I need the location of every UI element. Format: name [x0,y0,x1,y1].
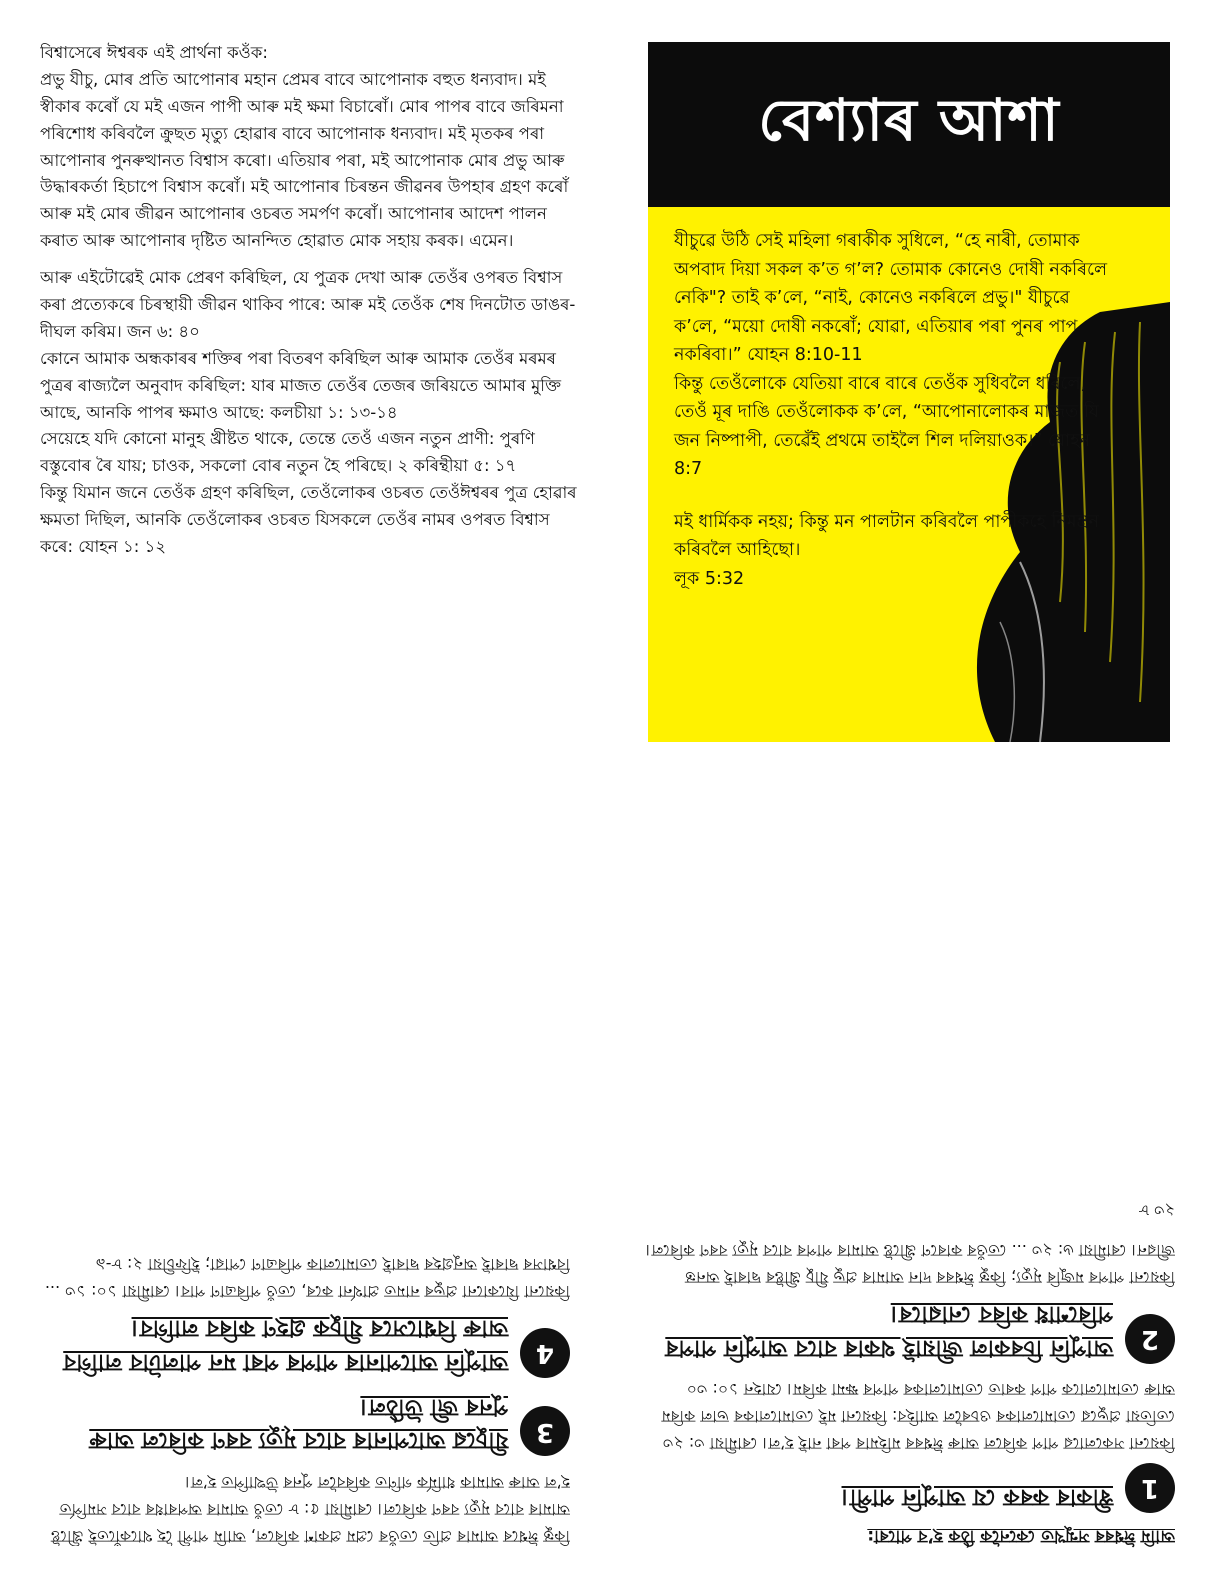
scripture-ref: সেয়েহে যদি কোনো মানুহ খ্ৰীষ্টত থাকে, তেন্তে তেওঁ এজন নতুন প্ৰাণী: পুৰণি বস্তুবোৰ ৰৈ যায়; চাওক, সকলো বোৰ নতুন হৈ পৰিছে। ২ কৰিন্থীয়া ৫: ১৭ [40,429,535,476]
cover-passages [674,227,1114,617]
page-number: ২৩ ৮ [1138,1201,1175,1221]
step-3 [40,1468,570,1550]
cover-passage [674,508,1114,594]
step-2-title: আপুনি চিৰকাল জীয়াই থকাৰ বাবে আপুনি পাপৰ পৰিশোধ কৰিব নোৱাৰে। [665,1301,1113,1361]
step-1-title: স্বীকাৰ কৰক যে আপুনি পাপী। [841,1484,1113,1511]
step-1-body: কিয়নো সকলোৱে পাপ কৰিলে আৰু ঈশ্বৰৰ মহিমাৰ পৰা নাই হ’ল। ৰোমীয়া ৩: ২৩ তেতিয়া প্ৰভুৱে তোমালোকৰ ওচৰলৈ আহিব: কিয়নো মই তোমালোকৰ ভাল কৰিম আৰু তোমালোকে পাপ কৰাত তোমালোকৰ পাপৰ ক্ষমা কৰিম। যোহন ১০: ৩০ [661,1379,1175,1454]
step-4-body: কিয়নো যিকোনো প্ৰভুৰ নামত প্ৰাৰ্থনা কৰে, তেওঁ পৰিত্ৰাণ পাব। ৰোমীয়া ১০: ১৩ ... বিশ্বাসৰ দ্বাৰাই অনুগ্ৰহৰ দ্বাৰাই তোমালোক পৰিত্ৰাণ পোৱা; ইফিচীয়া ২: ৮-৯ [44,1254,570,1302]
scripture-references [40,265,580,561]
scripture-ref: কোনে আমাক অন্ধকাৰৰ শক্তিৰ পৰা বিতৰণ কৰিছিল আৰু আমাক তেওঁৰ মৰমৰ পুত্ৰৰ ৰাজ্যলৈ অনুবাদ কৰিছিল: যাৰ মাজত তেওঁৰ তেজৰ জৰিয়তে আমাৰ মুক্তি আছে, আনকি পাপৰ ক্ষমাও আছে: কলচীয়া ১: ১৩-১৪ [40,348,562,422]
steps-1-2-panel [640,820,1175,1550]
step-2-number: 2 [1125,1314,1175,1364]
prayer-intro: বিশ্বাসেৰে ঈশ্বৰক এই প্ৰাৰ্থনা কওঁক: [40,43,268,62]
passage-john-8-10: যীচুৱে উঠি সেই মহিলা গৰাকীক সুধিলে, “হে নাৰী, তোমাক অপবাদ দিয়া সকল ক’ত গ’ল? তোমাক কোনেও দোষী নকৰিলে নেকি"? তাই ক’লে, “নাই, কোনেও নকৰিলে প্ৰভু।" যীচুৱে ক’লে, “ময়ো দোষী নকৰোঁ; যোৱা, এতিয়াৰ পৰা পুনৰ পাপ নকৰিবা।” যোহন 8:10-11 [674,231,1108,366]
step-4-title: আপুনি আপোনাৰ পাপৰ পৰা মন পালটাব লাগিব আৰু বিশ্বাসেৰে যীচুক গ্ৰহণ কৰিব লাগিব। [63,1315,508,1375]
scripture-ref: কিন্তু যিমান জনে তেওঁক গ্ৰহণ কৰিছিল, তেওঁলোকৰ ওচৰত তেওঁঈশ্বৰৰ পুত্ৰ হোৱাৰ ক্ষমতা দিছিল, আনকি তেওঁলোকৰ ওচৰত যিসকলে তেওঁৰ নামৰ ওপৰত বিশ্বাস কৰে: যোহন ১: ১২ [40,483,577,557]
step-3-title: যীচুৱে আপোনাৰ বাবে মৃত্যু বৰণ কৰিলে আৰু পুনৰ জী উঠিল। [89,1394,508,1454]
passage-luke-ref: লূক 5:32 [674,568,745,589]
step-2-body: কিয়নো পাপৰ মজুৰি মৃত্যু; কিন্তু ঈশ্বৰৰ দান আমাৰ প্ৰভু যীচু খ্ৰীষ্টৰ দ্বাৰাই অনন্ত জীৱন। ৰোমীয়া ৬: ২৩ ... তেওঁৰ কাৰণে খ্ৰীষ্টে আমাৰ পাপৰ বাবে মৃত্যু বৰণ কৰিলে। [645,1240,1175,1287]
prayer-column [40,40,580,750]
prayer-body: প্ৰভু যীচু, মোৰ প্ৰতি আপোনাৰ মহান প্ৰেমৰ বাবে আপোনাক বহুত ধন্যবাদ। মই স্বীকাৰ কৰোঁ যে মই এজন পাপী আৰু মই ক্ষমা বিচাৰোঁ। মোৰ পাপৰ বাবে জৰিমনা পৰিশোধ কৰিবলৈ ক্ৰুছত মৃত্যু হোৱাৰ বাবে আপোনাক ধন্যবাদ। মই মৃতকৰ পৰা আপোনাৰ পুনৰুত্থানত বিশ্বাস কৰো। এতিয়াৰ পৰা, মই আপোনাক মোৰ প্ৰভু আৰু উদ্ধাৰকৰ্তা হিচাপে বিশ্বাস কৰোঁ। মই আপোনাৰ চিৰন্তন জীৱনৰ উপহাৰ গ্ৰহণ কৰোঁ আৰু মই মোৰ জীৱন আপোনাৰ ওচৰত সমৰ্পণ কৰোঁ। আপোনাৰ আদেশ পালন কৰাত আৰু আপোনাৰ দৃষ্টিত আনন্দিত হোৱাত মোক সহায় কৰক। এমেন। [40,69,569,251]
steps-3-4-panel [40,820,570,1550]
step-4-number: 4 [520,1328,570,1378]
cover-title: বেশ্যাৰ আশা [758,86,1060,154]
prayer-text [40,40,580,255]
step-3-header [40,1390,570,1457]
step-1-number: 1 [1125,1463,1175,1513]
step-1 [640,1376,1175,1514]
passage-john-8-7: কিন্তু তেওঁলোকে যেতিয়া বাৰে বাৰে তেওঁক সুধিবলৈ ধৰিলে, তেওঁ মূৰ দাঙি তেওঁলোকক ক’লে, “আপোনালোকৰ মাজত যি জন নিষ্পাপী, তেৱেঁই প্ৰথমে তাইলৈ শিল দলিয়াওক।” যোহন 8:7 [674,373,1099,480]
passage-luke-5-32: মই ধাৰ্মিকক নহয়; কিন্তু মন পালটান কৰিবলৈ পাপীকহে নিমন্ত্ৰন কৰিবলৈ আহিছো। [674,511,1100,561]
cover-passage [674,227,1114,484]
scripture-ref: আৰু এইটোৱেই মোক প্ৰেৰণ কৰিছিল, যে পুত্ৰক দেখা আৰু তেওঁৰ ওপৰত বিশ্বাস কৰা প্ৰত্যেকৰে চিৰস্থায়ী জীৱন থাকিব পাৰে: আৰু মই তেওঁক শেষ দিনটোত ডাঙৰ-দীঘল কৰিম। জন ৬: ৪০ [40,268,576,341]
cover-title-bar [648,42,1170,207]
step-3-body: কিন্তু ঈশ্বৰে আমাৰ প্ৰতি তেওঁৰ প্ৰেম প্ৰকাশ কৰিলে, আমি পাপী হৈ থাকোঁতেই খ্ৰীষ্টে আমাৰ বাবে মৃত্যু বৰণ কৰিলে। ৰোমীয়া ৫: ৮ তেওঁ আমাৰ অপৰাধৰ বাবে সমৰ্পিত হ’ল আৰু আমাক ধাৰ্মিক গণিত কৰিবলৈ পুনৰ উত্থাপিত হ’ল। [50,1472,570,1546]
step-2 [640,1236,1175,1363]
step-4 [40,1251,570,1378]
cover-panel [648,42,1170,742]
steps-intro: আমি ঈশ্বৰৰ সন্মুখত কেনেকৈ ঠিক হ’ব পাৰো: [867,1526,1175,1546]
step-3-number: 3 [520,1406,570,1456]
